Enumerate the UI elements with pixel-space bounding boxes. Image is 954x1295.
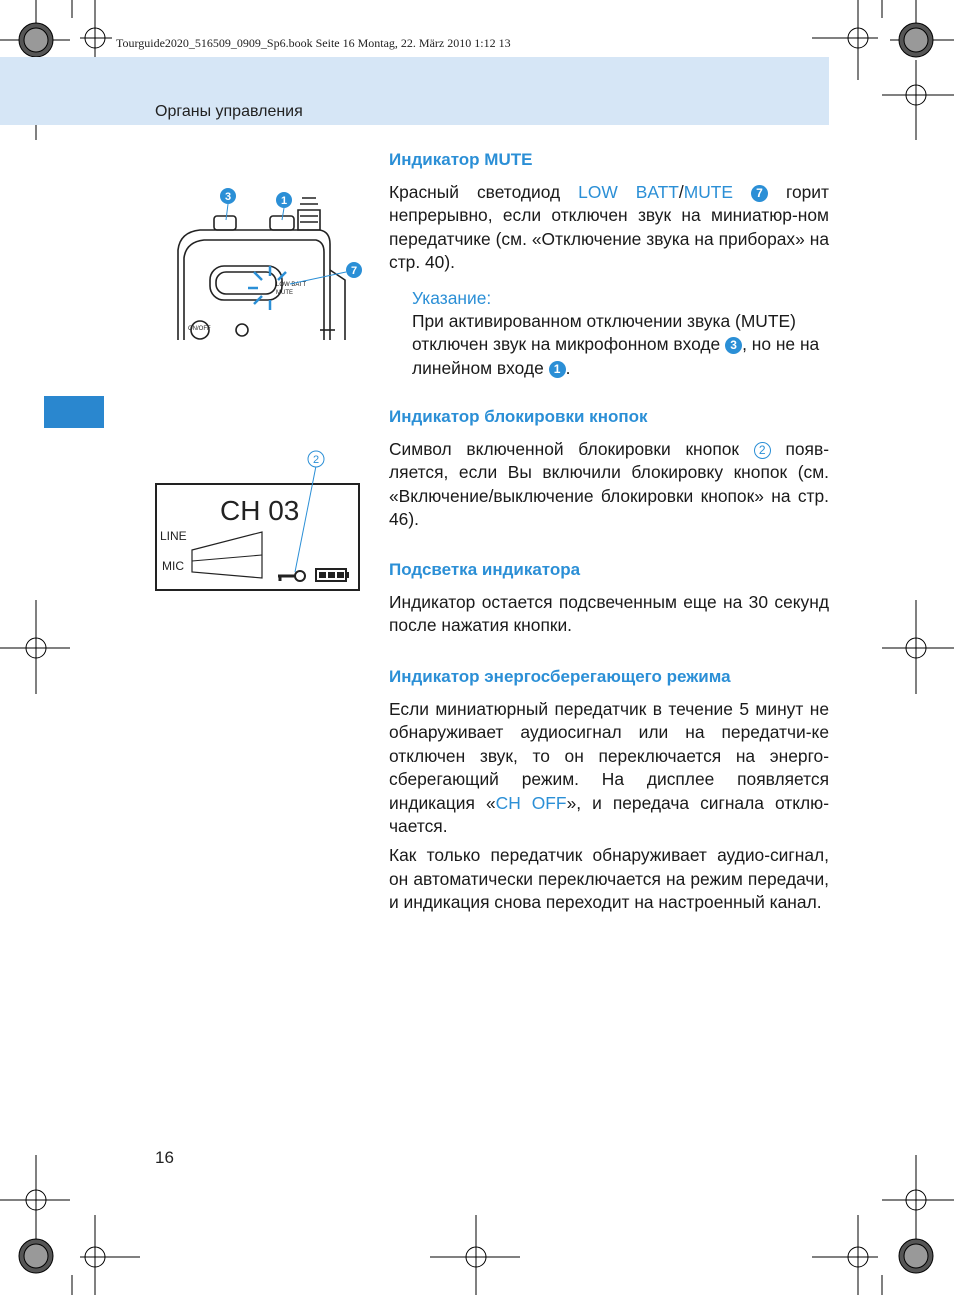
on-off-label: ON/OFF — [188, 326, 211, 332]
note-block — [412, 287, 829, 381]
svg-text:7: 7 — [350, 265, 358, 277]
note-label: Указание: — [412, 287, 492, 308]
svg-text:1: 1 — [280, 195, 288, 207]
display-illustration — [150, 446, 365, 596]
section-lock — [389, 406, 829, 532]
section-mute — [389, 149, 829, 380]
heading-standby: Индикатор энергосберегающего режима — [389, 667, 731, 686]
section-backlight — [389, 559, 829, 638]
section-standby — [389, 666, 829, 915]
led-label-lowbatt: LOW BATT — [276, 282, 307, 288]
led-label-mute: MUTE — [276, 290, 293, 296]
transmitter-illustration — [170, 180, 370, 345]
note-text: При активированном отключении звука (MUTE) отключен звук на микрофонном входе 3 , но не на линейном входе 1 . — [412, 311, 820, 378]
callout-7-inline: 7 — [751, 185, 768, 202]
heading-lock: Индикатор блокировки кнопок — [389, 407, 648, 426]
header-band — [0, 57, 829, 125]
paragraph-standby-2: Как только передатчик обнаруживает аудио-сигнал, он автоматически переключается на режим передачи, и индикация снова переходит на настроенный канал. — [389, 845, 829, 913]
paragraph-mute: Красный светодиод LOW BATT/MUTE 7 горит непрерывно, если отключен звук на миниатюр-ном передатчике (см. «Отключение звука на приборах» на стр. 40). — [389, 182, 829, 273]
page-number: 16 — [155, 1148, 174, 1167]
display-label-line: LINE — [160, 529, 187, 543]
print-slug-line: Tourguide2020_516509_0909_Sp6.book Seite 16 Montag, 22. März 2010 1:12 13 — [116, 36, 511, 50]
svg-text:2: 2 — [312, 454, 320, 466]
heading-backlight: Подсветка индикатора — [389, 560, 581, 579]
heading-mute: Индикатор MUTE — [389, 150, 533, 169]
chapter-tab — [44, 396, 104, 428]
paragraph-lock: Символ включенной блокировки кнопок 2 появ-ляется, если Вы включили блокировку кнопок (см. «Включение/выключение блокировки кнопок» на стр. 46). — [389, 439, 829, 530]
paragraph-standby-1: Если миниатюрный передатчик в течение 5 минут не обнаруживает аудиосигнал или на передатчи-ке отключен звук, то он переключается на энерго-сберегающий режим. На дисплее появляется индикация «CH OFF», и передача сигнала отклю-чается. — [389, 699, 829, 837]
paragraph-backlight: Индикатор остается подсвеченным еще на 30 секунд после нажатия кнопки. — [389, 592, 829, 636]
display-label-mic: MIC — [162, 559, 184, 573]
display-channel: CH 03 — [220, 495, 300, 526]
svg-text:3: 3 — [224, 191, 232, 203]
page-header-title: Органы управления — [155, 103, 303, 120]
